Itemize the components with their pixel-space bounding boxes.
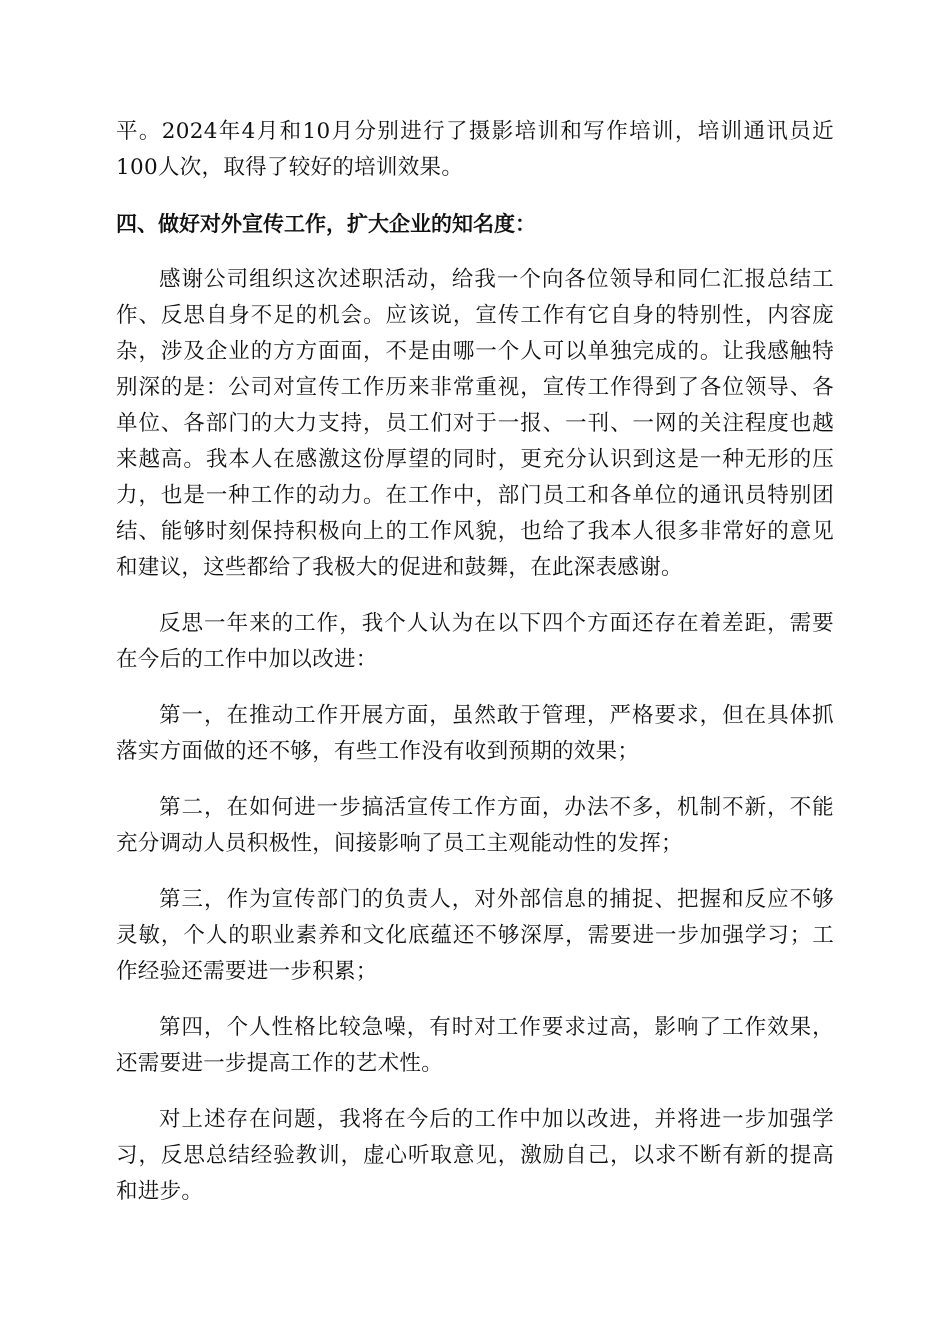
document-page <box>116 114 834 1210</box>
paragraph-point-three: 第三，作为宣传部门的负责人，对外部信息的捕捉、把握和反应不够灵敏，个人的职业素养和文化底蕴还不够深厚，需要进一步加强学习；工作经验还需要进一步积累； <box>116 887 834 984</box>
paragraph-point-two: 第二，在如何进一步搞活宣传工作方面，办法不多，机制不新，不能充分调动人员积极性，间接影响了员工主观能动性的发挥； <box>116 795 834 856</box>
paragraph-conclusion: 对上述存在问题，我将在今后的工作中加以改进，并将进一步加强学习，反思总结经验教训，虚心听取意见，激励自己，以求不断有新的提高和进步。 <box>116 1107 834 1204</box>
paragraph-point-one: 第一，在推动工作开展方面，虽然敢于管理，严格要求，但在具体抓落实方面做的还不够，有些工作没有收到预期的效果； <box>116 703 834 764</box>
paragraph-thanks: 感谢公司组织这次述职活动，给我一个向各位领导和同仁汇报总结工作、反思自身不足的机会。应该说，宣传工作有它自身的特别性，内容庞杂，涉及企业的方方面面，不是由哪一个人可以单独完成的。让我感触特别深的是：公司对宣传工作历来非常重视，宣传工作得到了各位领导、各单位、各部门的大力支持，员工们对于一报、一刊、一网的关注程度也越来越高。我本人在感激这份厚望的同时，更充分认识到这是一种无形的压力，也是一种工作的动力。在工作中，部门员工和各单位的通讯员特别团结、能够时刻保持积极向上的工作风貌，也给了我本人很多非常好的意见和建议，这些都给了我极大的促进和鼓舞，在此深表感谢。 <box>116 267 834 580</box>
paragraph-reflection-intro: 反思一年来的工作，我个人认为在以下四个方面还存在着差距，需要在今后的工作中加以改进： <box>116 611 834 672</box>
paragraph-training-results: 平。2024年4月和10月分别进行了摄影培训和写作培训，培训通讯员近100人次，取得了较好的培训效果。 <box>116 119 834 180</box>
paragraph-point-four: 第四，个人性格比较急噪，有时对工作要求过高，影响了工作效果，还需要进一步提高工作的艺术性。 <box>116 1015 834 1076</box>
section-heading-external-publicity: 四、做好对外宣传工作，扩大企业的知名度： <box>116 212 536 236</box>
